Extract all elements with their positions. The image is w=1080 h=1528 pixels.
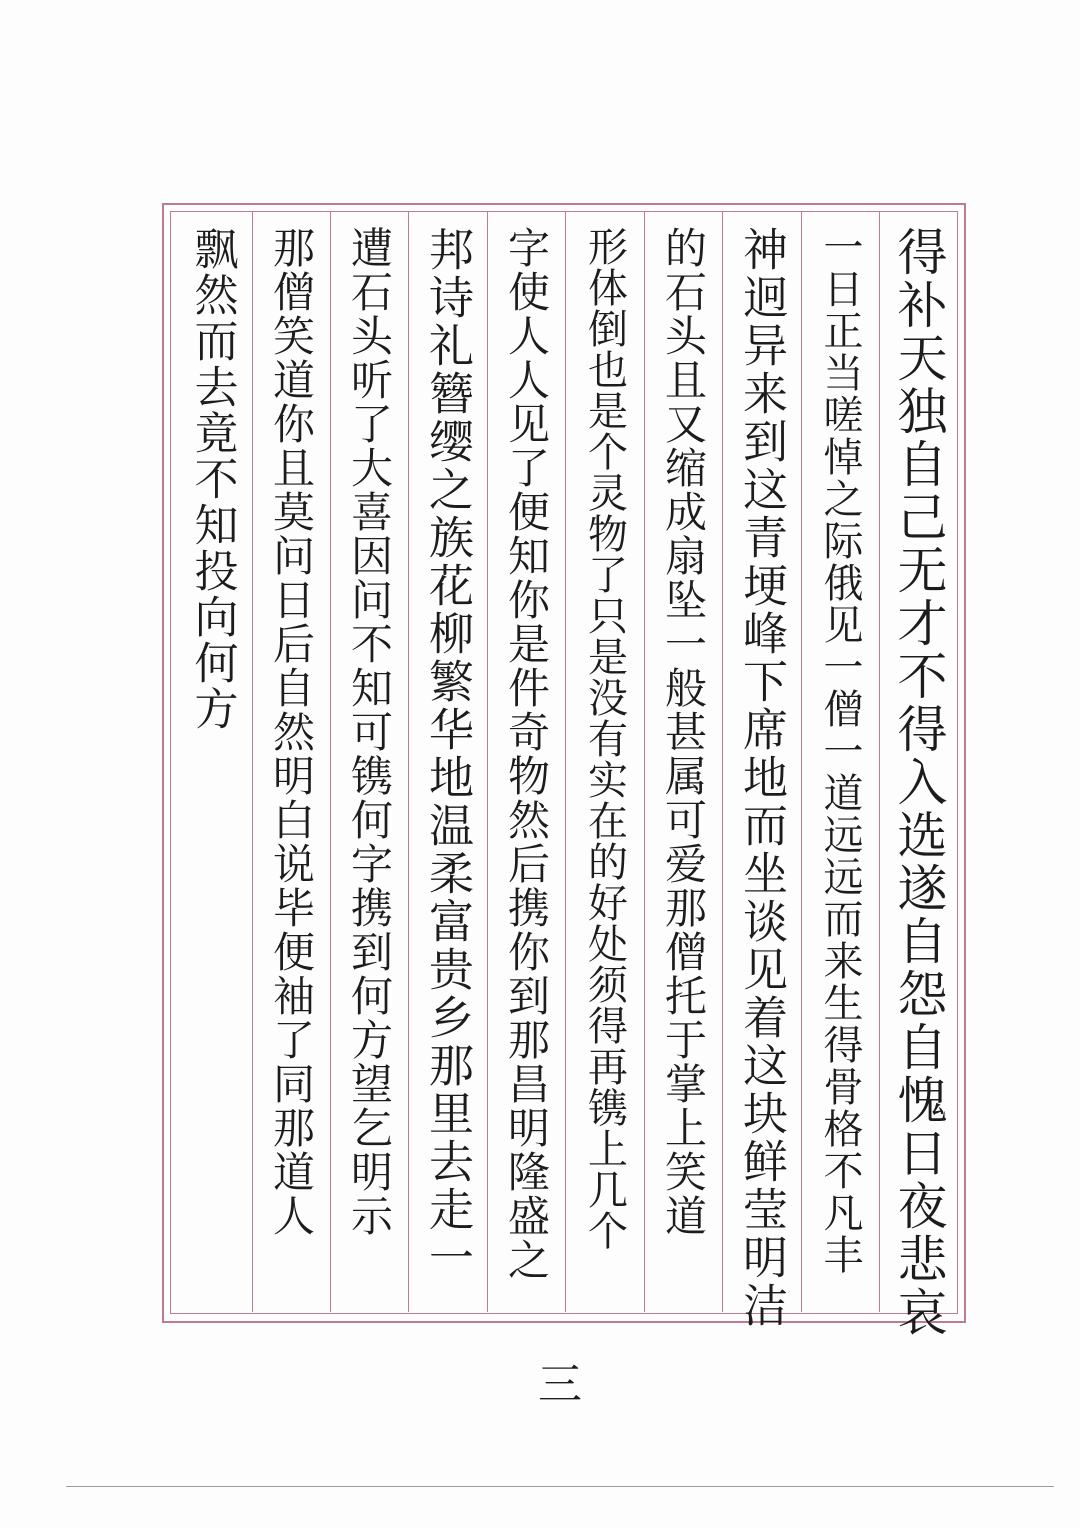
text-column-10: [171, 212, 252, 1312]
column-text: 飘然而去竟不知投向何方: [186, 226, 238, 732]
column-text: 一日正当嗟悼之际俄见一僧一道远远而来生得骨格不凡丰: [817, 226, 863, 1276]
footer-line: [66, 1486, 1054, 1487]
text-column-3: [722, 212, 801, 1330]
text-column-2: [801, 212, 879, 1312]
column-text: 形体倒也是个灵物了只是没有实在的好处须得再镌上几个: [581, 226, 628, 1251]
text-column-4: [644, 212, 722, 1312]
column-text: 字使人人见了便知你是件奇物然后携你到那昌明隆盛之: [502, 226, 551, 1282]
text-column-8: [330, 212, 408, 1312]
text-column-5: [565, 212, 644, 1312]
column-text: 的石头且又缩成扇坠一般甚属可爱那僧托于掌上笑道: [659, 226, 708, 1238]
column-text: 那僧笑道你且莫问日后自然明白说毕便袖了同那道人: [267, 226, 316, 1238]
text-column-7: [408, 212, 487, 1312]
text-column-9: [252, 212, 330, 1312]
page-number: 三: [538, 1359, 582, 1410]
column-text: 神迥异来到这青埂峰下席地而坐谈见着这块鲜莹明洁: [735, 226, 788, 1330]
column-text: 遭石头听了大喜因问不知可镌何字携到何方望乞明示: [345, 226, 394, 1238]
text-column-1: [879, 212, 958, 1339]
text-column-6: [487, 212, 565, 1312]
column-text: 得补天独自己无才不得入选遂自怨自愧日夜悲哀: [889, 226, 948, 1339]
column-text: 邦诗礼簪缨之族花柳繁华地温柔富贵乡那里去走一: [421, 226, 474, 1282]
